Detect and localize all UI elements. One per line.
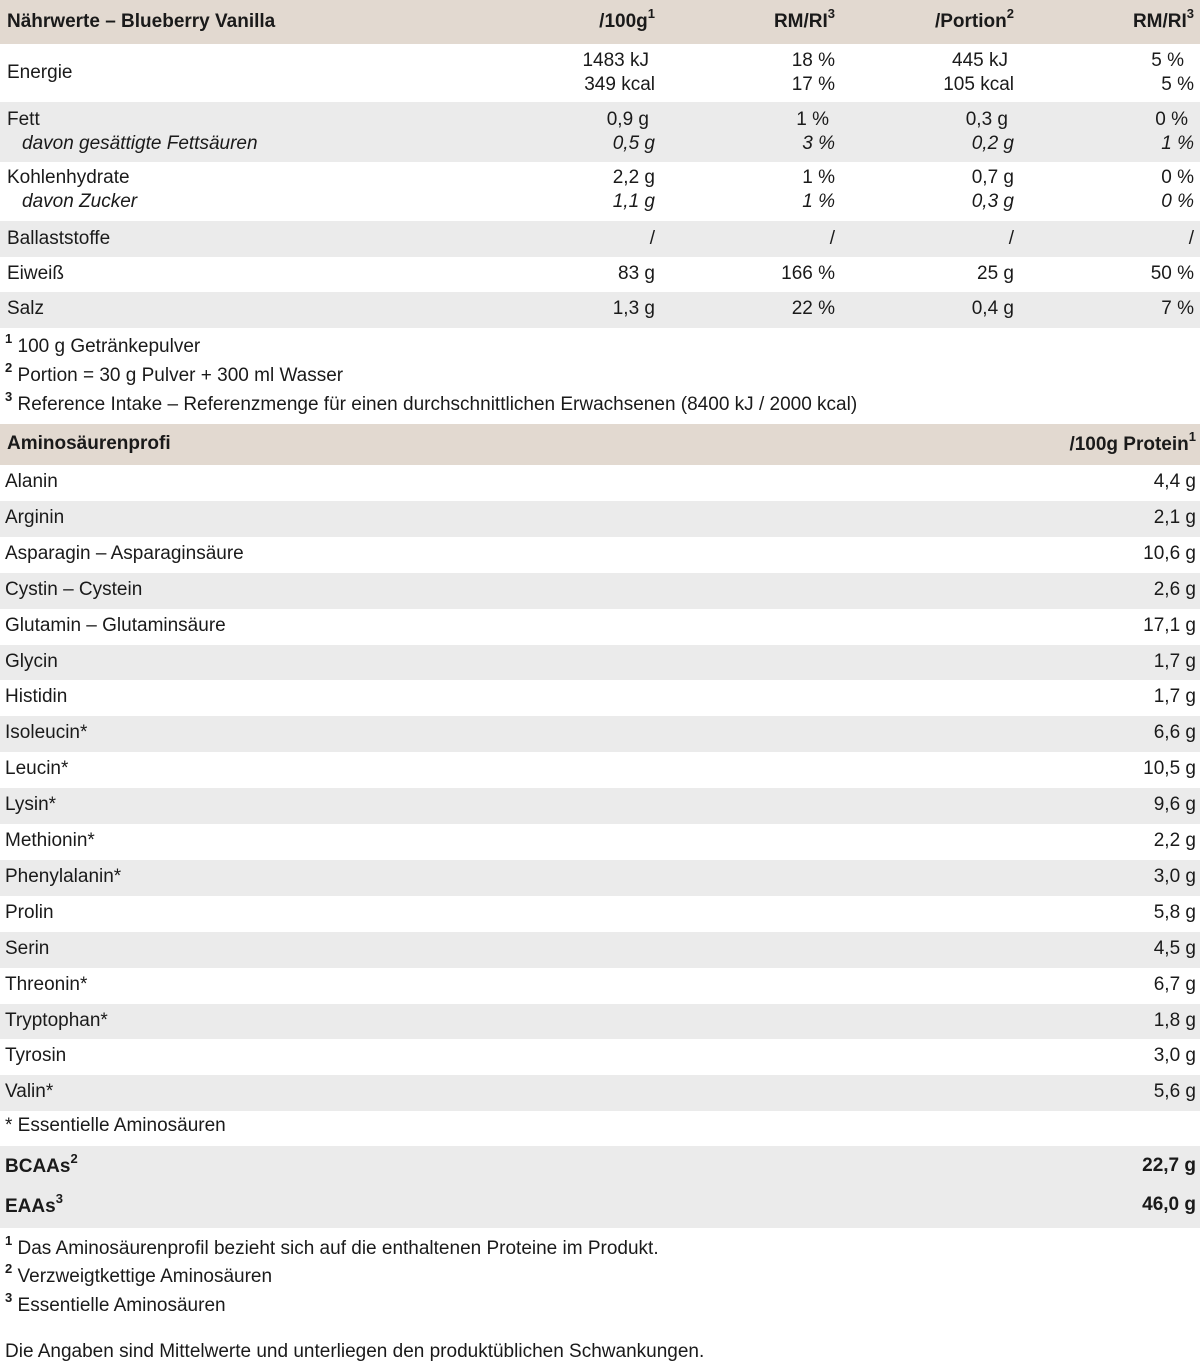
bcaa-label: BCAAs$^2$ [5, 1150, 78, 1177]
amino-row [0, 609, 1200, 645]
nutrition-header [0, 0, 1200, 44]
header-per100g: $/100g^1$ [599, 5, 655, 32]
nutrition-row-energie [0, 44, 1200, 102]
amino-value: 10,6 g [1143, 542, 1196, 564]
value-per100: 83 g [618, 263, 655, 284]
value-portion: 445 kJ 105 kcal [943, 50, 1014, 95]
amino-value: 1,7 g [1153, 650, 1196, 672]
value-per100: 2,2 g 1,1 g [612, 167, 655, 212]
amino-row [0, 788, 1200, 824]
amino-value: 5,8 g [1153, 901, 1196, 923]
amino-row [0, 537, 1200, 573]
row-label: Energie [7, 62, 73, 83]
amino-row [0, 932, 1200, 968]
amino-value: 3,0 g [1153, 865, 1196, 887]
amino-name: Glutamin – Glutaminsäure [5, 614, 226, 636]
amino-value: 6,6 g [1153, 722, 1196, 744]
amino-row [0, 824, 1200, 860]
amino-value: 4,5 g [1153, 937, 1196, 959]
amino-footnote-2: $^2$ Verzweigtkettige Aminosäuren [5, 1260, 273, 1287]
amino-row [0, 645, 1200, 681]
value-per100: 1,3 g [612, 298, 655, 319]
header-rm-ri-2: $RM/RI^3$ [1132, 5, 1194, 32]
amino-name: Prolin [5, 901, 54, 923]
amino-row [0, 1075, 1200, 1111]
disclaimer: Die Angaben sind Mittelwerte und unterliegen den produktüblichen Schwankungen. [5, 1341, 705, 1362]
amino-name: Leucin* [5, 758, 69, 780]
eaa-value: 46,0 g [1142, 1194, 1196, 1215]
amino-name: Tyrosin [5, 1045, 67, 1067]
amino-title: Aminosäurenprofi [7, 433, 171, 454]
nutrition-footnote-3: $^3$ Reference Intake – Referenzmenge für einen durchschnittlichen Erwachsenen (8400 kJ / 2000 kcal) [5, 388, 858, 415]
amino-value: 1,8 g [1153, 1009, 1196, 1031]
amino-row [0, 716, 1200, 752]
amino-row [0, 573, 1200, 609]
header-per-portion: /Portion$^2$ [934, 5, 1014, 32]
amino-name: Threonin* [5, 973, 88, 995]
amino-row [0, 968, 1200, 1004]
amino-name: Phenylalanin* [5, 865, 122, 887]
value-rm1: 166 % [781, 263, 835, 284]
value-portion: / [1008, 228, 1014, 249]
nutrition-footnote-2: $^2$ Portion = 30 g Pulver + 300 ml Wasser [5, 359, 344, 386]
value-rm2: 5 % 5 % [1151, 50, 1194, 95]
amino-name: Cystin – Cystein [5, 578, 143, 600]
value-rm2: 50 % [1150, 263, 1194, 284]
amino-row [0, 896, 1200, 932]
amino-name: Alanin [5, 471, 58, 492]
value-portion: 0,4 g [971, 298, 1014, 319]
amino-name: Isoleucin* [5, 722, 88, 744]
amino-value: 5,6 g [1153, 1081, 1196, 1103]
row-label: Salz [7, 298, 44, 319]
row-label: Kohlenhydrate davon Zucker [7, 167, 138, 212]
bcaa-row [0, 1146, 1200, 1187]
value-rm1: 1 % 1 % [802, 167, 835, 212]
header-per100g-protein: /100g Protein$^1$ [1069, 428, 1196, 455]
amino-value: 10,5 g [1143, 758, 1196, 780]
value-rm2: 7 % [1161, 298, 1194, 319]
nutrition-title: Nährwerte – Blueberry Vanilla [7, 11, 276, 32]
amino-name: Methionin* [5, 830, 95, 851]
nutrition-row-kohlenhydrate [0, 162, 1200, 221]
row-label: Ballaststoffe [7, 228, 111, 249]
header-rm-ri-1: $RM/RI^3$ [773, 5, 835, 32]
value-per100: 1483 kJ 349 kcal [582, 50, 655, 95]
amino-value: 4,4 g [1153, 471, 1196, 492]
nutrition-row-eiweiss [0, 257, 1200, 292]
amino-value: 2,2 g [1153, 830, 1196, 851]
amino-value: 2,6 g [1153, 578, 1196, 600]
amino-row [0, 501, 1200, 537]
eaa-row [0, 1187, 1200, 1228]
amino-footnote-3: $^3$ Essentielle Aminosäuren [5, 1289, 226, 1316]
essential-note: * Essentielle Aminosäuren [5, 1115, 226, 1136]
value-portion: 25 g [977, 263, 1014, 284]
nutrition-row-salz [0, 292, 1200, 328]
value-rm2: 0 % 0 % [1161, 167, 1194, 212]
eaa-label: EAAs$^3$ [5, 1190, 63, 1217]
amino-row [0, 680, 1200, 716]
amino-row [0, 1039, 1200, 1075]
nutrition-row-ballaststoffe [0, 221, 1200, 257]
amino-name: Asparagin – Asparaginsäure [5, 542, 244, 564]
row-label: Eiweiß [7, 263, 65, 284]
amino-footnote-1: $^1$ Das Aminosäurenprofil bezieht sich auf die enthaltenen Proteine im Produkt. [5, 1232, 659, 1259]
row-label: Fett davon gesättigte Fettsäuren [7, 109, 258, 154]
value-rm2: / [1188, 228, 1194, 249]
nutrition-footnote-1: $^1$ 100 g Getränkepulver [5, 330, 201, 357]
value-rm1: 1 % 3 % [796, 109, 835, 154]
amino-name: Valin* [5, 1081, 54, 1103]
value-rm1: / [829, 228, 835, 249]
amino-value: 17,1 g [1143, 614, 1196, 636]
amino-row [0, 1004, 1200, 1040]
amino-name: Serin [5, 937, 50, 959]
amino-name: Tryptophan* [5, 1009, 108, 1031]
value-portion: 0,7 g 0,3 g [971, 167, 1014, 212]
amino-header [0, 424, 1200, 465]
value-per100: / [649, 228, 655, 249]
amino-name: Lysin* [5, 794, 57, 816]
amino-value: 3,0 g [1153, 1045, 1196, 1067]
value-portion: 0,3 g 0,2 g [965, 109, 1014, 154]
amino-row [0, 465, 1200, 501]
value-per100: 0,9 g 0,5 g [606, 109, 655, 154]
value-rm2: 0 % 1 % [1155, 109, 1194, 154]
amino-name: Glycin [5, 650, 58, 672]
amino-value: 9,6 g [1153, 794, 1196, 816]
amino-value: 2,1 g [1153, 506, 1196, 528]
value-rm1: 18 % 17 % [791, 50, 835, 95]
amino-name: Histidin [5, 686, 68, 708]
value-rm1: 22 % [791, 298, 835, 319]
amino-value: 6,7 g [1153, 973, 1196, 995]
amino-row [0, 860, 1200, 896]
nutrition-row-fett [0, 102, 1200, 162]
amino-name: Arginin [5, 506, 65, 528]
amino-value: 1,7 g [1153, 686, 1196, 708]
bcaa-value: 22,7 g [1142, 1155, 1196, 1176]
amino-row [0, 752, 1200, 788]
